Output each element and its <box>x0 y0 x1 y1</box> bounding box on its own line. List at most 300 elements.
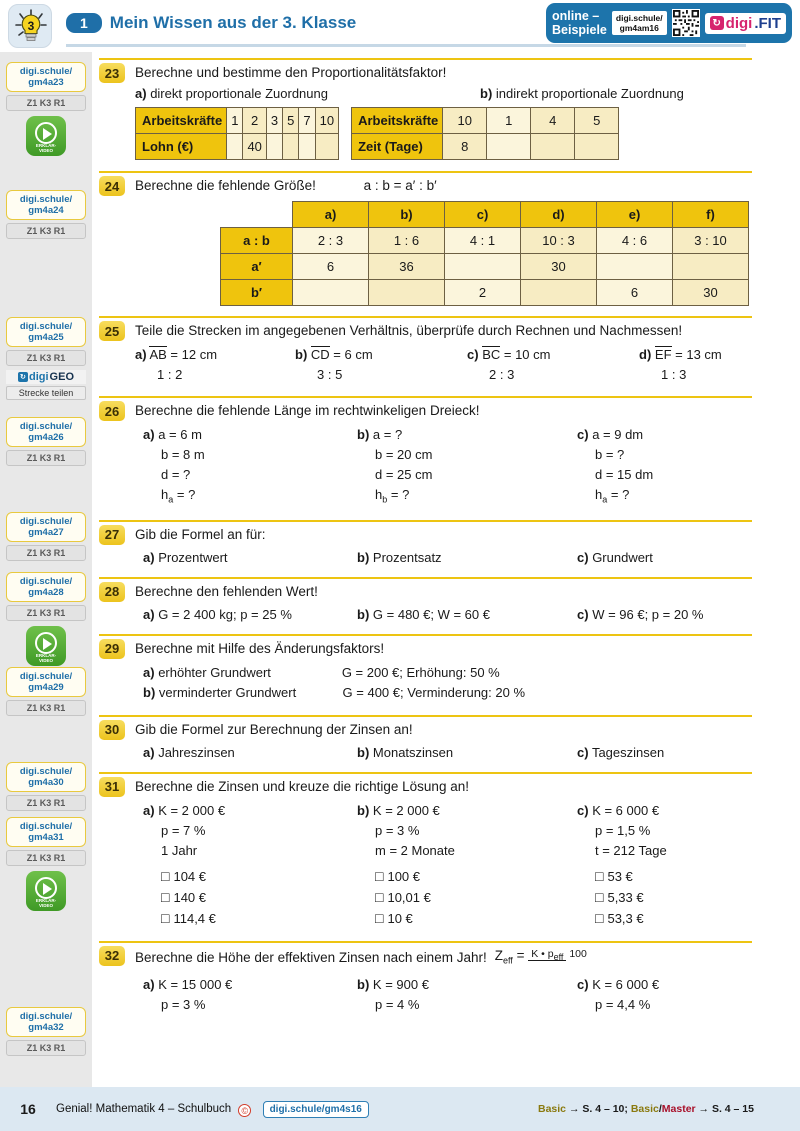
part-text: Prozentsatz <box>372 549 442 565</box>
segment-name: BC <box>482 347 501 362</box>
exercise-number: 24 <box>99 176 125 196</box>
checkbox-icon[interactable]: □ <box>375 888 384 905</box>
part-text: direkt proportionale Zuordnung <box>150 86 328 101</box>
cell[interactable]: 2 <box>445 280 521 306</box>
part-label: c) <box>467 347 479 362</box>
table-row <box>221 228 749 254</box>
digi-geo-task-label: Strecke teilen <box>6 386 86 400</box>
exercise-question: Berechne mit Hilfe des Änderungsfaktors! <box>135 640 385 656</box>
title-divider <box>66 44 746 47</box>
option-text: 53,3 € <box>607 910 644 926</box>
part-value: G = 400 €; Verminderung: 20 % <box>342 684 526 700</box>
value-line-1: a = 9 dm <box>592 427 644 442</box>
part-label: a) <box>135 347 147 362</box>
part-text: Tageszinsen <box>591 744 665 760</box>
digi-schule-code-chip[interactable] <box>6 317 86 347</box>
value-line-1: K = 900 € <box>372 977 429 993</box>
code-value: gm4a23 <box>28 77 64 88</box>
segment-length: = 13 cm <box>671 347 722 362</box>
column-header: e) <box>597 202 673 228</box>
cell[interactable]: 8 <box>443 134 487 160</box>
sidebar-item-gm4a29[interactable] <box>6 667 86 716</box>
part-text: Prozentwert <box>158 549 228 565</box>
cell[interactable]: 4 <box>531 108 575 134</box>
exercise-question: Berechne und bestimme den Proportionalitätsfaktor! <box>135 65 447 80</box>
book-title: Genial! Mathematik 4 – Schulbuch <box>56 1102 232 1115</box>
video-label-1: ERKLÄR- <box>35 653 57 658</box>
cell[interactable]: 7 <box>299 108 315 134</box>
cell[interactable]: 36 <box>369 254 445 280</box>
cell[interactable]: 10 : 3 <box>521 228 597 254</box>
part-text: W = 96 €; p = 20 % <box>592 606 704 622</box>
checkbox-icon[interactable]: □ <box>161 867 170 884</box>
code-prefix: digi.schule/ <box>19 766 73 777</box>
part-text: Grundwert <box>592 549 653 565</box>
part-text: erhöhter Grundwert <box>158 664 271 680</box>
sidebar-item-gm4a26[interactable] <box>6 417 86 466</box>
numerator-subscript: eff <box>553 952 564 963</box>
digifit-fit-text: .FIT <box>754 14 781 32</box>
digi-geo-logo[interactable] <box>6 370 86 384</box>
value-line-4-post: = ? <box>607 487 630 502</box>
checkbox-icon[interactable]: □ <box>375 867 384 884</box>
digi-schule-code-chip[interactable] <box>6 62 86 92</box>
part-label: a) <box>143 977 155 993</box>
online-examples-badge[interactable] <box>546 3 792 43</box>
digifit-mark-icon: ↻ <box>710 16 724 30</box>
row-header: b′ <box>221 280 293 306</box>
part-label: c) <box>577 606 589 622</box>
part-text: G = 2 400 kg; p = 25 % <box>158 606 292 622</box>
sidebar-item-gm4a23[interactable] <box>6 62 86 156</box>
code-value: gm4a30 <box>28 777 64 788</box>
segment-length: = 6 cm <box>329 347 373 362</box>
video-label-2: VIDEO <box>38 903 53 908</box>
formula-lhs-subscript: eff <box>502 955 513 966</box>
value-line-2: p = 3 % <box>375 822 420 838</box>
part-c <box>577 425 653 510</box>
value-line-3: m = 2 Monate <box>375 842 455 858</box>
code-prefix: digi.schule/ <box>19 671 73 682</box>
value-line-2: b = 8 m <box>161 447 205 462</box>
part-value: G = 200 €; Erhöhung: 50 % <box>341 664 500 680</box>
value-line-4-pre: h <box>161 487 169 502</box>
code-prefix: digi.schule/ <box>19 66 73 77</box>
value-line-2: p = 7 % <box>161 822 206 838</box>
cell[interactable]: 5 <box>575 108 619 134</box>
code-prefix: digi.schule/ <box>19 194 73 205</box>
table-row <box>136 134 339 160</box>
cell[interactable] <box>597 254 673 280</box>
part-b <box>357 425 577 510</box>
value-line-4-post: = ? <box>387 487 410 502</box>
cell[interactable] <box>575 134 619 160</box>
part-a <box>143 425 357 510</box>
exercise-content <box>99 52 792 1015</box>
footer-digi-code[interactable]: digi.schule/gm4s16 <box>263 1101 369 1118</box>
cell[interactable]: 1 <box>487 108 531 134</box>
exercise-26 <box>99 396 792 510</box>
cell[interactable]: 1 : 6 <box>369 228 445 254</box>
code-prefix: digi.schule/ <box>19 421 73 432</box>
part-label: b) <box>357 427 370 442</box>
code-value: gm4a25 <box>28 332 64 343</box>
checkbox-icon[interactable]: □ <box>161 888 170 905</box>
cell[interactable]: 10 <box>315 108 338 134</box>
part-label: b) <box>357 802 370 818</box>
sidebar-item-gm4a28[interactable] <box>6 572 86 666</box>
code-value: gm4a29 <box>28 682 64 693</box>
play-video-icon[interactable] <box>26 116 66 156</box>
row-a <box>143 663 792 683</box>
digifit-digi-text: digi <box>725 14 753 32</box>
exercise-number: 25 <box>99 321 125 341</box>
exercise-formula <box>495 946 587 971</box>
copyright-icon: © <box>238 1104 251 1117</box>
digi-geo-mark-icon: ↻ <box>18 372 28 382</box>
exercise-question: Gib die Formel an für: <box>135 526 266 542</box>
subscript: b <box>382 494 388 505</box>
competence-ref-label: Z1 K3 R1 <box>6 700 86 716</box>
exercise-27 <box>99 520 792 565</box>
play-video-icon[interactable] <box>26 871 66 911</box>
segment-name: CD <box>310 347 330 362</box>
exercise-question: Berechne die Zinsen und kreuze die richtige Lösung an! <box>135 778 469 794</box>
fraction-denominator: 100 <box>569 948 587 961</box>
page-body <box>0 52 800 1087</box>
part-label: b) <box>357 606 370 622</box>
value-line-1: K = 6 000 € <box>592 977 660 993</box>
exercise-23 <box>99 58 792 160</box>
part-a <box>143 975 357 1015</box>
exercise-32 <box>99 941 792 1016</box>
part-d <box>639 345 722 385</box>
option-text: 100 € <box>387 868 421 884</box>
value-line-1: a = 6 m <box>158 427 202 442</box>
table-23b[interactable] <box>351 107 619 160</box>
column-header: d) <box>521 202 597 228</box>
competence-ref-label: Z1 K3 R1 <box>6 450 86 466</box>
code-value: gm4a32 <box>28 1022 64 1033</box>
exercise-question: Teile die Strecken im angegebenen Verhältnis, überprüfe durch Rechnen und Nachmessen! <box>135 323 683 338</box>
sidebar <box>0 52 92 1087</box>
competence-ref-label: Z1 K3 R1 <box>6 545 86 561</box>
book-title-line <box>56 1101 369 1118</box>
svg-text:3: 3 <box>27 19 35 33</box>
part-label: b) <box>357 549 370 565</box>
online-code-box <box>612 11 667 35</box>
cell[interactable] <box>266 134 282 160</box>
cell[interactable] <box>521 280 597 306</box>
row-header: Arbeitskräfte <box>352 108 443 134</box>
online-code-line-1: digi.schule/ <box>615 13 663 23</box>
exercise-number: 29 <box>99 639 125 659</box>
table-23a[interactable] <box>135 107 339 160</box>
competence-ref-label: Z1 K3 R1 <box>6 95 86 111</box>
exercise-number: 27 <box>99 525 125 545</box>
ref-basic-2: Basic <box>630 1103 659 1115</box>
cell[interactable]: 3 : 10 <box>673 228 749 254</box>
column-header: f) <box>673 202 749 228</box>
level-references <box>538 1103 754 1115</box>
value-line-1: K = 2 000 € <box>372 802 440 818</box>
exercise-formula: a : b = a′ : b′ <box>363 178 437 193</box>
part-text: Jahreszinsen <box>158 744 235 760</box>
cell[interactable] <box>283 134 299 160</box>
part-text: indirekt proportionale Zuordnung <box>495 86 684 101</box>
part-label: a) <box>143 427 155 442</box>
cell[interactable] <box>445 254 521 280</box>
part-label: a) <box>143 664 155 680</box>
part-label: b) <box>480 86 493 101</box>
formula-equals: = <box>512 947 529 963</box>
lightbulb-icon <box>8 4 52 48</box>
online-badge-label <box>552 9 607 37</box>
part-a <box>135 345 295 385</box>
value-line-4-pre: h <box>595 487 603 502</box>
exercise-number: 31 <box>99 777 125 797</box>
cell[interactable]: 40 <box>243 134 266 160</box>
fraction-numerator <box>528 948 566 961</box>
exercise-24 <box>99 171 792 306</box>
option-text: 140 € <box>173 889 207 905</box>
value-line-2: p = 4,4 % <box>595 997 651 1013</box>
digi-schule-code-chip[interactable] <box>6 190 86 220</box>
value-line-2: p = 4 % <box>375 997 420 1013</box>
part-label: b) <box>357 977 370 993</box>
value-line-2: b = 20 cm <box>375 447 433 462</box>
part-label: a) <box>143 744 155 760</box>
ratio: 3 : 5 <box>317 367 343 382</box>
cell[interactable] <box>487 134 531 160</box>
video-label-1: ERKLÄR- <box>35 143 57 148</box>
code-value: gm4a24 <box>28 205 64 216</box>
checkbox-icon[interactable]: □ <box>375 909 384 926</box>
part-b <box>295 345 467 385</box>
cell[interactable]: 5 <box>283 108 299 134</box>
option-text: 53 € <box>607 868 633 884</box>
competence-ref-label: Z1 K3 R1 <box>6 605 86 621</box>
part-c <box>577 975 659 1015</box>
ratio: 2 : 3 <box>489 367 515 382</box>
cell[interactable]: 4 : 1 <box>445 228 521 254</box>
cell[interactable]: 1 <box>227 108 243 134</box>
table-24[interactable] <box>220 201 749 306</box>
digifit-logo <box>705 13 786 34</box>
checkbox-icon[interactable]: □ <box>595 888 604 905</box>
ref-arrow-1: → S. 4 – 10; <box>566 1103 631 1115</box>
exercise-number: 28 <box>99 582 125 602</box>
exercise-25 <box>99 316 792 385</box>
code-prefix: digi.schule/ <box>19 516 73 527</box>
subscript: a <box>168 494 174 505</box>
code-value: gm4a27 <box>28 527 64 538</box>
code-value: gm4a28 <box>28 587 64 598</box>
part-label: c) <box>577 549 589 565</box>
cell[interactable] <box>531 134 575 160</box>
part-label: a) <box>143 802 155 818</box>
digi-schule-code-chip[interactable] <box>6 512 86 542</box>
row-header: a : b <box>221 228 293 254</box>
table-row <box>352 134 619 160</box>
code-value: gm4a31 <box>28 832 64 843</box>
column-header: b) <box>369 202 445 228</box>
value-line-2: b = ? <box>595 447 625 462</box>
numerator-text: K • p <box>531 948 554 961</box>
ratio: 1 : 2 <box>157 367 183 382</box>
competence-ref-label: Z1 K3 R1 <box>6 1040 86 1056</box>
exercise-question: Berechne den fehlenden Wert! <box>135 583 318 599</box>
value-line-4-post: = ? <box>173 487 196 502</box>
option-text: 5,33 € <box>607 889 644 905</box>
video-label-2: VIDEO <box>38 658 53 663</box>
sidebar-item-gm4a24[interactable] <box>6 190 86 239</box>
value-line-3: t = 212 Tage <box>595 842 667 858</box>
row-header: a′ <box>221 254 293 280</box>
cell[interactable] <box>673 254 749 280</box>
part-b <box>357 801 577 929</box>
part-c <box>467 345 639 385</box>
digi-schule-code-chip[interactable] <box>6 417 86 447</box>
exercise-30 <box>99 715 792 760</box>
value-line-1: a = ? <box>372 427 403 442</box>
exercise-number: 32 <box>99 946 125 966</box>
competence-ref-label: Z1 K3 R1 <box>6 223 86 239</box>
part-c <box>577 801 667 929</box>
code-prefix: digi.schule/ <box>19 576 73 587</box>
ref-slash: / <box>658 1103 662 1115</box>
cell[interactable]: 2 : 3 <box>293 228 369 254</box>
exercise-number: 23 <box>99 63 125 83</box>
play-video-icon[interactable] <box>26 626 66 666</box>
exercise-question: Berechne die fehlende Länge im rechtwinkeligen Dreieck! <box>135 403 480 418</box>
value-line-3: 1 Jahr <box>161 842 198 858</box>
qr-code-icon[interactable] <box>672 9 700 37</box>
digi-schule-code-chip[interactable] <box>6 817 86 847</box>
value-line-3: d = 15 dm <box>595 467 654 482</box>
cell[interactable] <box>369 280 445 306</box>
value-line-1: K = 15 000 € <box>158 977 233 993</box>
part-label: c) <box>577 977 589 993</box>
part-text: G = 480 €; W = 60 € <box>372 606 490 622</box>
table-row <box>352 108 619 134</box>
code-value: gm4a26 <box>28 432 64 443</box>
online-line-1: online – <box>552 9 600 23</box>
value-line-2: p = 1,5 % <box>595 822 651 838</box>
competence-ref-label: Z1 K3 R1 <box>6 850 86 866</box>
digi-schule-code-chip[interactable] <box>6 572 86 602</box>
page-title: Mein Wissen aus der 3. Klasse <box>109 13 357 32</box>
sidebar-item-gm4a30[interactable] <box>6 762 86 811</box>
online-code-line-2: gm4am16 <box>619 23 659 33</box>
code-prefix: digi.schule/ <box>19 1011 73 1022</box>
digi-schule-code-chip[interactable] <box>6 762 86 792</box>
exercise-31 <box>99 772 792 929</box>
value-line-1: K = 2 000 € <box>158 802 226 818</box>
segment-length: = 12 cm <box>166 347 218 362</box>
part-b <box>357 975 577 1015</box>
option-text: 10 € <box>387 910 413 926</box>
formula-fraction <box>528 948 587 963</box>
cell[interactable] <box>227 134 243 160</box>
part-label: c) <box>577 744 589 760</box>
digi-geo-geo-text: GEO <box>49 371 74 383</box>
cell[interactable]: 4 : 6 <box>597 228 673 254</box>
value-line-4-pre: h <box>375 487 383 502</box>
part-label: a) <box>135 86 147 101</box>
ref-arrow-2: → S. 4 – 15 <box>695 1103 754 1115</box>
table-row <box>221 202 749 228</box>
row-header: Lohn (€) <box>136 134 227 160</box>
competence-ref-label: Z1 K3 R1 <box>6 795 86 811</box>
part-label: b) <box>143 684 156 700</box>
option-text: 10,01 € <box>387 889 431 905</box>
exercise-28 <box>99 577 792 622</box>
page-number: 16 <box>20 1101 36 1117</box>
code-prefix: digi.schule/ <box>19 821 73 832</box>
checkbox-icon[interactable]: □ <box>161 909 170 926</box>
row-header: Zeit (Tage) <box>352 134 443 160</box>
value-line-3: d = ? <box>161 467 191 482</box>
cell[interactable]: 30 <box>673 280 749 306</box>
subscript: a <box>602 494 608 505</box>
option-text: 104 € <box>173 868 207 884</box>
chapter-number-badge: 1 <box>66 13 102 33</box>
video-label-1: ERKLÄR- <box>35 898 57 903</box>
option-text: 114,4 € <box>173 910 216 926</box>
table-row <box>221 254 749 280</box>
digi-schule-code-chip[interactable] <box>6 667 86 697</box>
cell[interactable]: 3 <box>266 108 282 134</box>
cell[interactable] <box>299 134 315 160</box>
value-line-3: d = 25 cm <box>375 467 433 482</box>
part-label: c) <box>577 427 589 442</box>
cell[interactable]: 30 <box>521 254 597 280</box>
sidebar-item-gm4a32[interactable] <box>6 1007 86 1056</box>
formula-lhs: Z <box>494 947 503 963</box>
sidebar-item-gm4a25[interactable] <box>6 317 86 400</box>
part-text: verminderter Grundwert <box>158 684 297 700</box>
sidebar-item-gm4a27[interactable] <box>6 512 86 561</box>
table-row <box>136 108 339 134</box>
cell[interactable]: 10 <box>443 108 487 134</box>
cell[interactable]: 2 <box>243 108 266 134</box>
ref-master: Master <box>661 1103 696 1115</box>
cell[interactable]: 6 <box>293 254 369 280</box>
column-header: c) <box>445 202 521 228</box>
value-line-2: p = 3 % <box>161 997 206 1013</box>
sidebar-item-gm4a31[interactable] <box>6 817 86 911</box>
cell[interactable]: 6 <box>597 280 673 306</box>
digi-schule-code-chip[interactable] <box>6 1007 86 1037</box>
part-label: d) <box>639 347 652 362</box>
exercise-number: 26 <box>99 401 125 421</box>
cell[interactable] <box>293 280 369 306</box>
digi-geo-digi-text: digi <box>28 371 49 383</box>
row-b <box>143 683 792 703</box>
online-line-2: Beispiele <box>552 23 607 37</box>
part-label: c) <box>577 802 589 818</box>
part-label: a) <box>143 606 155 622</box>
exercise-29 <box>99 634 792 703</box>
exercise-question: Berechne die Höhe der effektiven Zinsen nach einem Jahr! <box>135 950 487 966</box>
checkbox-icon[interactable]: □ <box>595 909 604 926</box>
segment-name: AB <box>149 347 167 362</box>
cell[interactable] <box>315 134 338 160</box>
code-prefix: digi.schule/ <box>19 321 73 332</box>
checkbox-icon[interactable]: □ <box>595 867 604 884</box>
part-label: a) <box>143 549 155 565</box>
